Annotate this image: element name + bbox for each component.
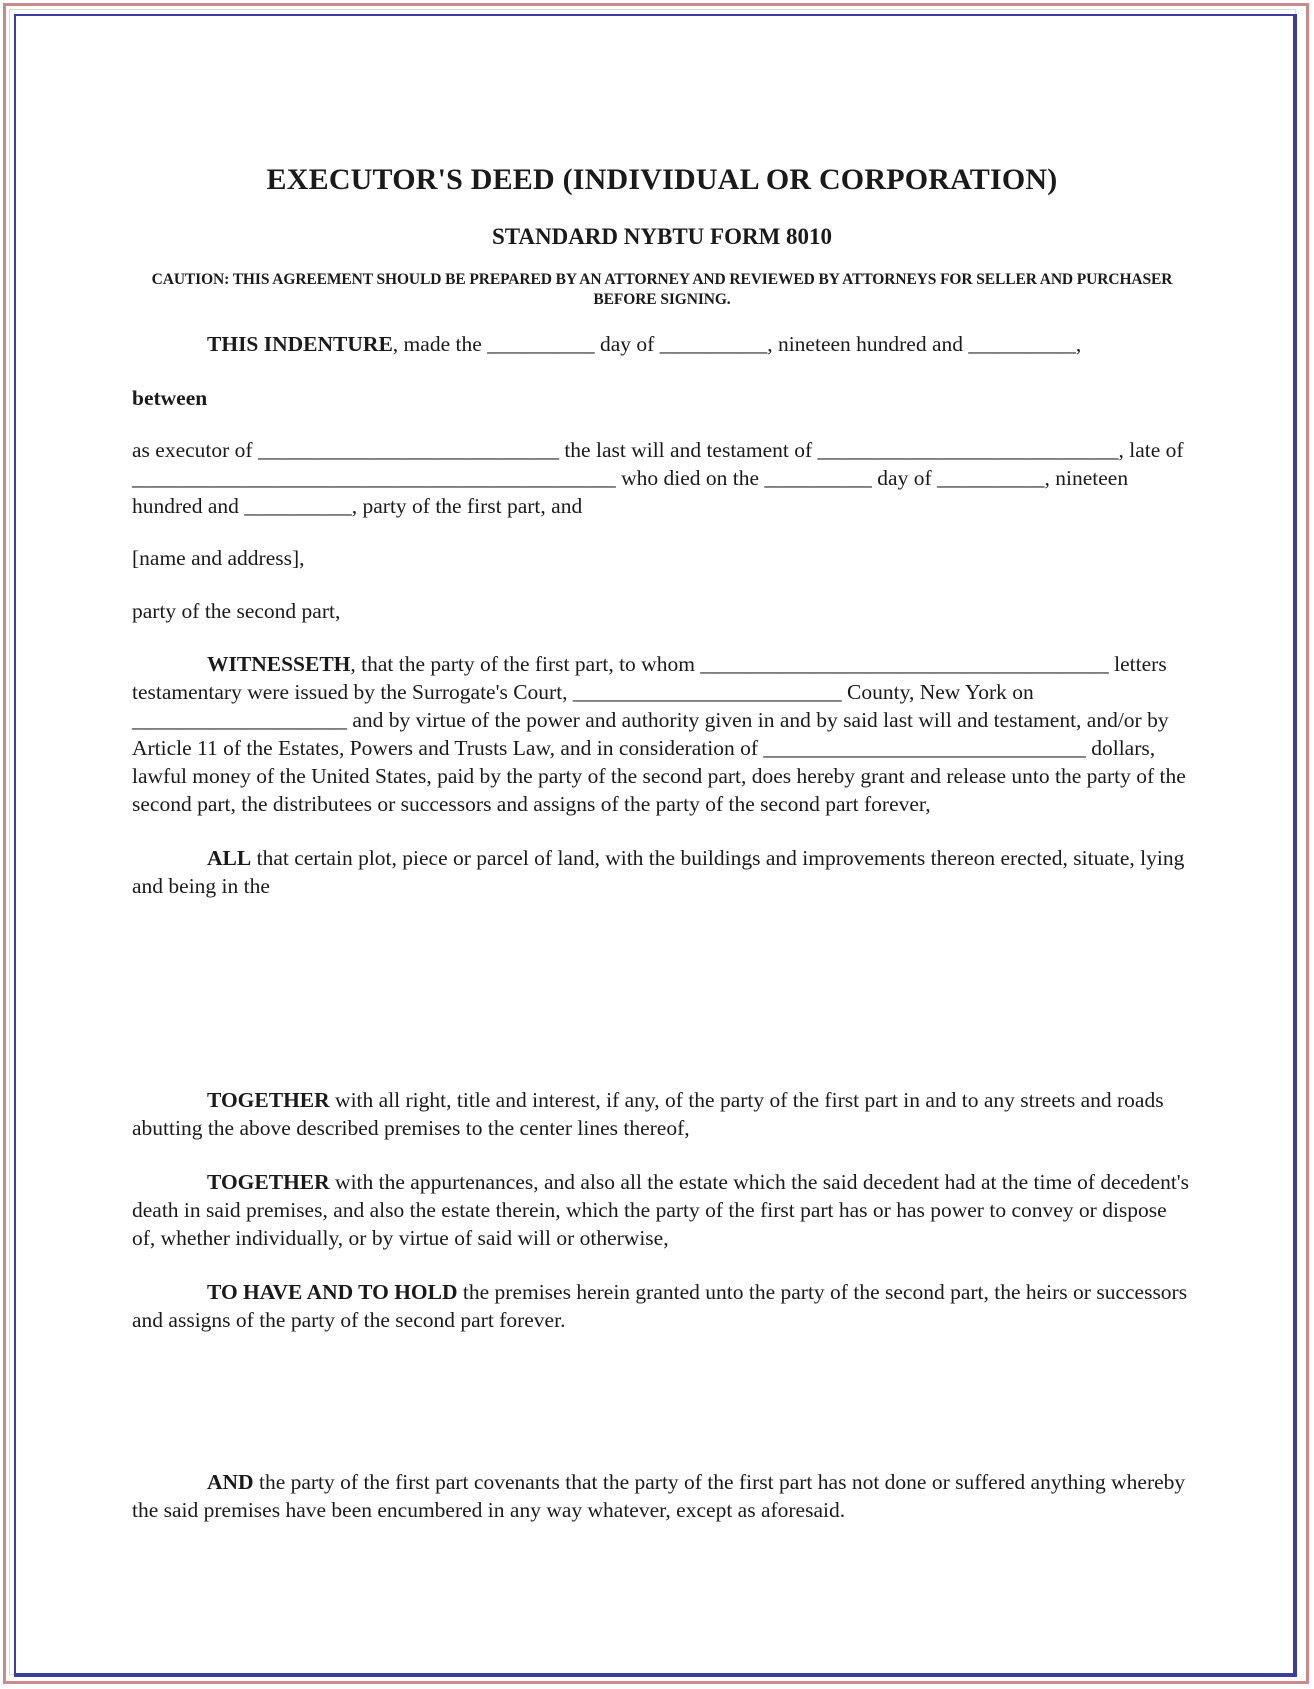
have-and-hold-lead: TO HAVE AND TO HOLD	[207, 1280, 458, 1304]
witnesseth-paragraph	[132, 650, 1192, 818]
together-streets-paragraph	[132, 1086, 1192, 1142]
witnesseth-lead: WITNESSETH	[207, 652, 351, 676]
second-party-line: party of the second part,	[132, 599, 341, 623]
covenant-lead: AND	[207, 1470, 254, 1494]
covenant-text: the party of the first part covenants that the party of the first part has not done or suffered anything whereby the said premises have been encumbered in any way whatever, except as aforesaid.	[132, 1470, 1186, 1522]
together-appurtenances-paragraph	[132, 1168, 1192, 1252]
covenant-paragraph	[132, 1468, 1192, 1524]
document-title: EXECUTOR'S DEED (INDIVIDUAL OR CORPORATION)	[266, 163, 1058, 196]
have-and-hold-text: the premises herein granted unto the party of the second part, the heirs or successors and assigns of the party of the second part forever.	[132, 1280, 1188, 1332]
between-label: between	[132, 386, 208, 410]
all-lead: ALL	[207, 846, 252, 870]
name-address-line: [name and address],	[132, 546, 305, 570]
indenture-paragraph	[132, 330, 1192, 358]
together-appurtenances-text: with the appurtenances, and also all the estate which the said decedent had at the time of decedent's death in said premises, and also the estate therein, which the party of the first part has or has power to convey or dispose of, whether individually, or by virtue of said will or otherwise,	[132, 1170, 1190, 1250]
all-paragraph	[132, 844, 1192, 900]
executor-paragraph: as executor of ____________________________ the last will and testament of ____________________________, late of _____________________________________________ who died on the __________ day of __________, nineteen hundred and __________, party of the first part, and	[132, 438, 1184, 518]
indenture-lead: THIS INDENTURE	[207, 332, 393, 356]
witnesseth-text: , that the party of the first part, to whom ______________________________________ letters testamentary were issued by the Surrogate's Court, _________________________ County, New York on ____________________ and by virtue of the power and authority given in and by said last will and testament, and/or by Article 11 of the Estates, Powers and Trusts Law, and in consideration of ______________________________ dollars, lawful money of the United States, paid by the party of the second part, does hereby grant and release unto the party of the second part, the distributees or successors and assigns of the party of the second part forever,	[132, 652, 1186, 816]
together-streets-lead: TOGETHER	[207, 1088, 330, 1112]
together-streets-text: with all right, title and interest, if any, of the party of the first part in and to any streets and roads abutting the above described premises to the center lines thereof,	[132, 1088, 1164, 1140]
have-and-hold-paragraph	[132, 1278, 1192, 1334]
document-page	[132, 160, 1192, 1524]
indenture-text: , made the __________ day of __________, nineteen hundred and __________,	[392, 332, 1082, 356]
caution-notice: CAUTION: THIS AGREEMENT SHOULD BE PREPARED BY AN ATTORNEY AND REVIEWED BY ATTORNEYS FOR SELLER AND PURCHASER BEFORE SIGNING.	[151, 271, 1173, 308]
together-appurtenances-lead: TOGETHER	[207, 1170, 330, 1194]
form-number: STANDARD NYBTU FORM 8010	[491, 224, 833, 249]
all-text: that certain plot, piece or parcel of land, with the buildings and improvements thereon erected, situate, lying and being in the	[132, 846, 1185, 898]
